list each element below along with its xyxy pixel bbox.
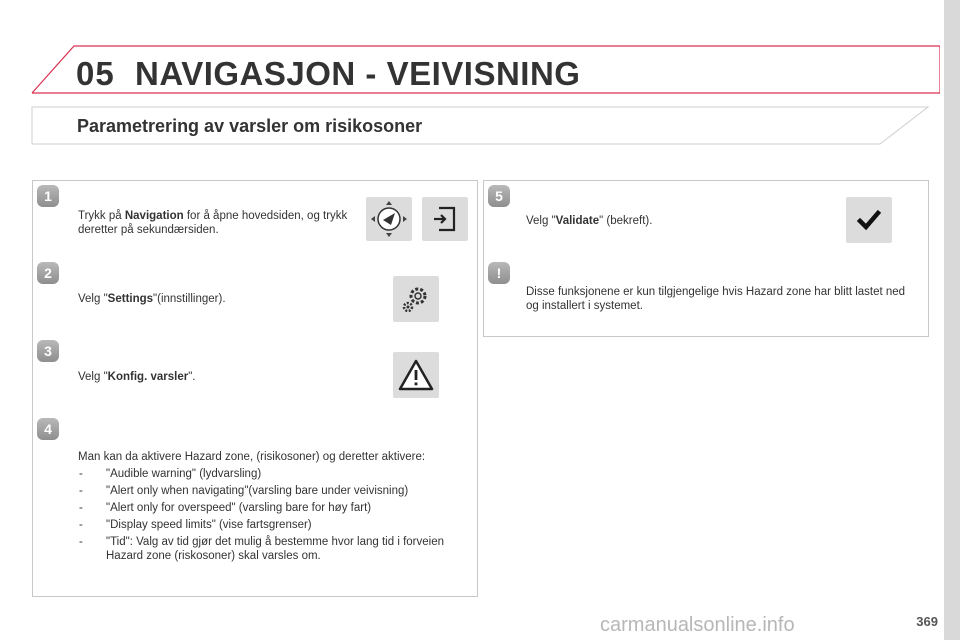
step-badge: 2 <box>37 262 59 284</box>
hazard-options-list <box>78 467 473 563</box>
step-3-text: Velg "Konfig. varsler". <box>78 371 196 383</box>
step-5-box <box>483 180 929 260</box>
note-text: Disse funksjonene er kun tilgjengelige hvis Hazard zone har blitt lastet ned og installert i systemet. <box>526 286 906 312</box>
chapter-title: NAVIGASJON - VEIVISNING <box>135 55 581 92</box>
step-2-text: Velg "Settings"(innstillinger). <box>78 293 226 305</box>
step-4-box <box>32 414 478 597</box>
list-item: - "Display speed limits" (vise fartsgrenser) <box>79 519 312 531</box>
chapter-number: 05 <box>76 55 115 92</box>
navigation-keyword: Navigation <box>124 210 184 222</box>
step-2-box <box>32 258 478 337</box>
validate-keyword: Validate <box>555 215 600 227</box>
navigation-joystick-icon <box>366 197 412 241</box>
list-item: - "Audible warning" (lydvarsling) <box>79 468 262 480</box>
step-1-text: Trykk på Navigation for å åpne hovedsiden, og trykk deretter på sekundærsiden. <box>78 210 348 236</box>
konfig-varsler-keyword: Konfig. varsler <box>107 371 189 383</box>
page-number: 369 <box>916 614 938 629</box>
list-item: - "Alert only for overspeed" (varsling bare for høy fart) <box>79 502 372 514</box>
checkmark-icon <box>846 197 892 243</box>
step-badge: 4 <box>37 418 59 440</box>
settings-gears-icon <box>393 276 439 322</box>
note-box <box>483 258 929 337</box>
note-badge: ! <box>488 262 510 284</box>
step-4-intro: Man kan da aktivere Hazard zone, (risikosoner) og deretter aktivere: <box>78 451 426 463</box>
step-5-text: Velg "Validate" (bekreft). <box>526 215 653 227</box>
step-1-box <box>32 180 478 260</box>
step-badge: 1 <box>37 185 59 207</box>
page-edge-strip <box>944 0 960 640</box>
list-item: - "Alert only when navigating"(varsling bare under veivisning) <box>79 485 409 497</box>
step-4-text <box>78 450 473 563</box>
settings-keyword: Settings <box>107 293 154 305</box>
step-badge: 3 <box>37 340 59 362</box>
secondary-page-icon <box>422 197 468 241</box>
watermark: carmanualsonline.info <box>600 614 795 636</box>
section-title: Parametrering av varsler om risikosoner <box>77 116 423 136</box>
list-item: - "Tid": Valg av tid gjør det mulig å bestemme hvor lang tid i forveien Hazard zone (riskosoner) skal varsles om. <box>79 536 444 562</box>
step-3-box <box>32 336 478 415</box>
step-badge: 5 <box>488 185 510 207</box>
warning-triangle-icon <box>393 352 439 398</box>
